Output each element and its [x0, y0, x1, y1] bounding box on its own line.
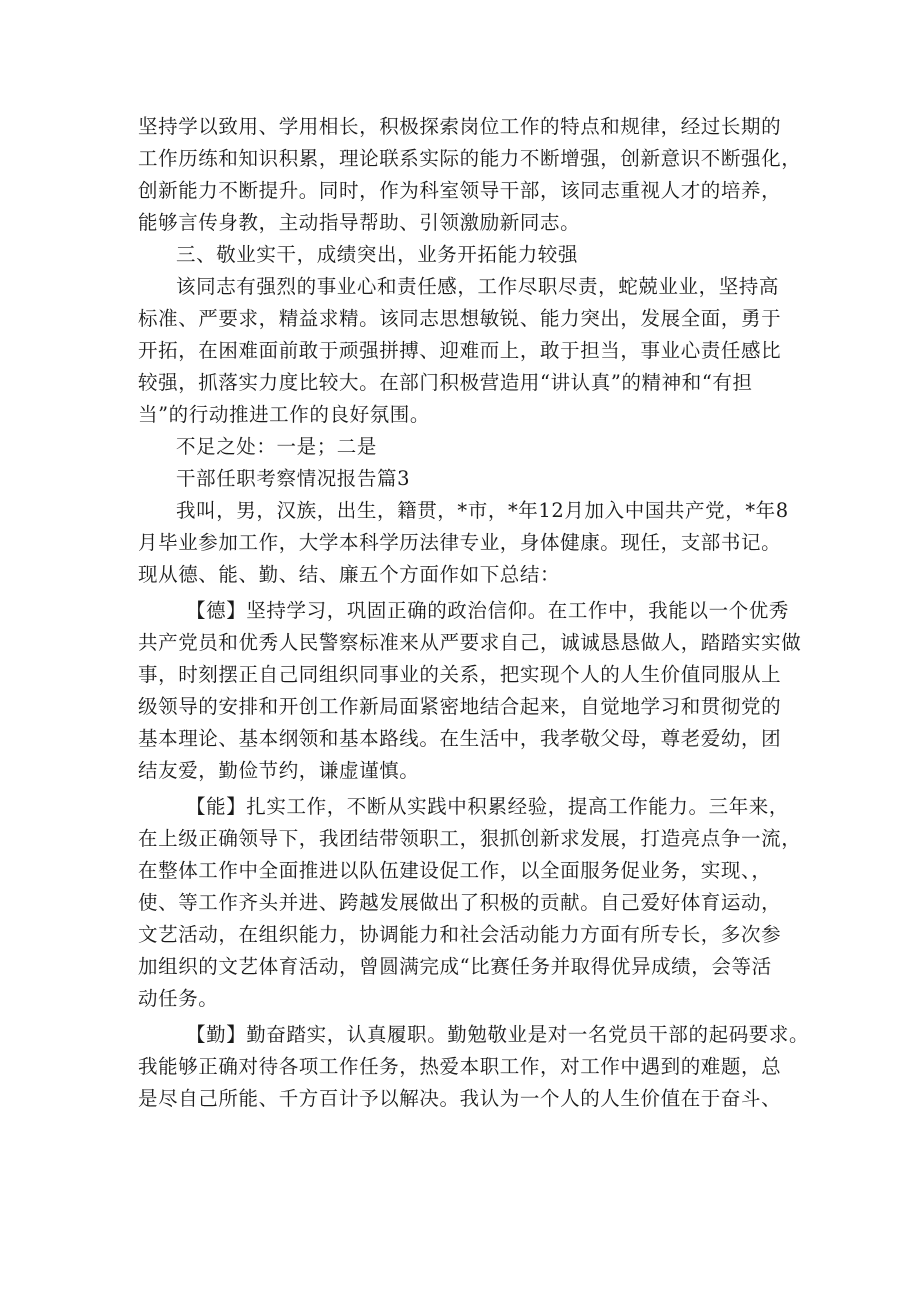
body-line: 是尽自己所能、千方百计予以解决。我认为一个人的人生价值在于奋斗、: [138, 1087, 782, 1110]
body-line: 标准、严要求，精益求精。该同志思想敏锐、能力突出，发展全面，勇于: [138, 307, 782, 330]
body-line: 坚持学以致用、学用相长，积极探索岗位工作的特点和规律，经过长期的: [138, 115, 782, 138]
body-line: 【勤】勤奋踏实，认真履职。勤勉敬业是对一名党员干部的起码要求。: [186, 1023, 810, 1046]
document-body: [138, 111, 810, 1115]
report-title: 干部任职考察情况报告篇3: [176, 467, 411, 490]
body-line: 不足之处：一是；二是: [176, 435, 378, 458]
body-line: 在整体工作中全面推进以队伍建设促工作，以全面服务促业务，实现、，: [138, 859, 772, 882]
body-line: 工作历练和知识积累，理论联系实际的能力不断增强，创新意识不断强化，: [138, 147, 802, 170]
body-line: 该同志有强烈的事业心和责任感，工作尽职尽责，蛇兢业业，坚持高: [176, 275, 780, 298]
body-line: 在上级正确领导下，我团结带领职工，狠抓创新求发展，打造亮点争一流，: [138, 827, 802, 850]
body-line: 月毕业参加工作，大学本科学历法律专业，身体健康。现任，支部书记。: [138, 531, 782, 554]
body-line: 我叫，男，汉族，出生，籍贯，*市，*年12月加入中国共产党，*年8: [176, 499, 789, 522]
body-line: 【能】扎实工作，不断从实践中积累经验，提高工作能力。三年来，: [186, 795, 790, 818]
body-line: 动任务。: [138, 987, 219, 1010]
body-line: 创新能力不断提升。同时，作为科室领导干部，该同志重视人才的培养，: [138, 179, 782, 202]
body-line: 使、等工作齐头并进、跨越发展做出了积极的贡献。自己爱好体育运动，: [138, 891, 782, 914]
body-line: 级领导的安排和开创工作新局面紧密地结合起来，自觉地学习和贯彻党的: [138, 695, 782, 718]
body-line: 较强，抓落实力度比较大。在部门积极营造用“讲认真”的精神和“有担: [138, 371, 753, 394]
body-line: 共产党员和优秀人民警察标准来从严要求自己，诚诚恳恳做人，踏踏实实做: [138, 631, 802, 654]
section-heading: 三、敬业实干，成绩突出，业务开拓能力较强: [176, 243, 579, 266]
body-line: 我能够正确对待各项工作任务，热爱本职工作，对工作中遇到的难题，总: [138, 1055, 782, 1078]
body-line: 能够言传身教，主动指导帮助、引领激励新同志。: [138, 211, 581, 234]
body-line: 事，时刻摆正自己同组织同事业的关系，把实现个人的人生价值同服从上: [138, 663, 782, 686]
body-line: 现从德、能、勤、结、廉五个方面作如下总结：: [138, 563, 561, 586]
body-line: 【德】坚持学习，巩固正确的政治信仰。在工作中，我能以一个优秀: [186, 599, 790, 622]
body-line: 文艺活动，在组织能力，协调能力和社会活动能力方面有所专长，多次参: [138, 923, 782, 946]
body-line: 当”的行动推进工作的良好氛围。: [138, 403, 430, 426]
body-line: 基本理论、基本纲领和基本路线。在生活中，我孝敬父母，尊老爱幼，团: [138, 727, 782, 750]
body-line: 结友爱，勤俭节约，谦虚谨慎。: [138, 759, 420, 782]
body-line: 加组织的文艺体育活动，曾圆满完成“比赛任务并取得优异成绩，会等活: [138, 955, 772, 978]
body-line: 开拓，在困难面前敢于顽强拼搏、迎难而上，敢于担当，事业心责任感比: [138, 339, 782, 362]
